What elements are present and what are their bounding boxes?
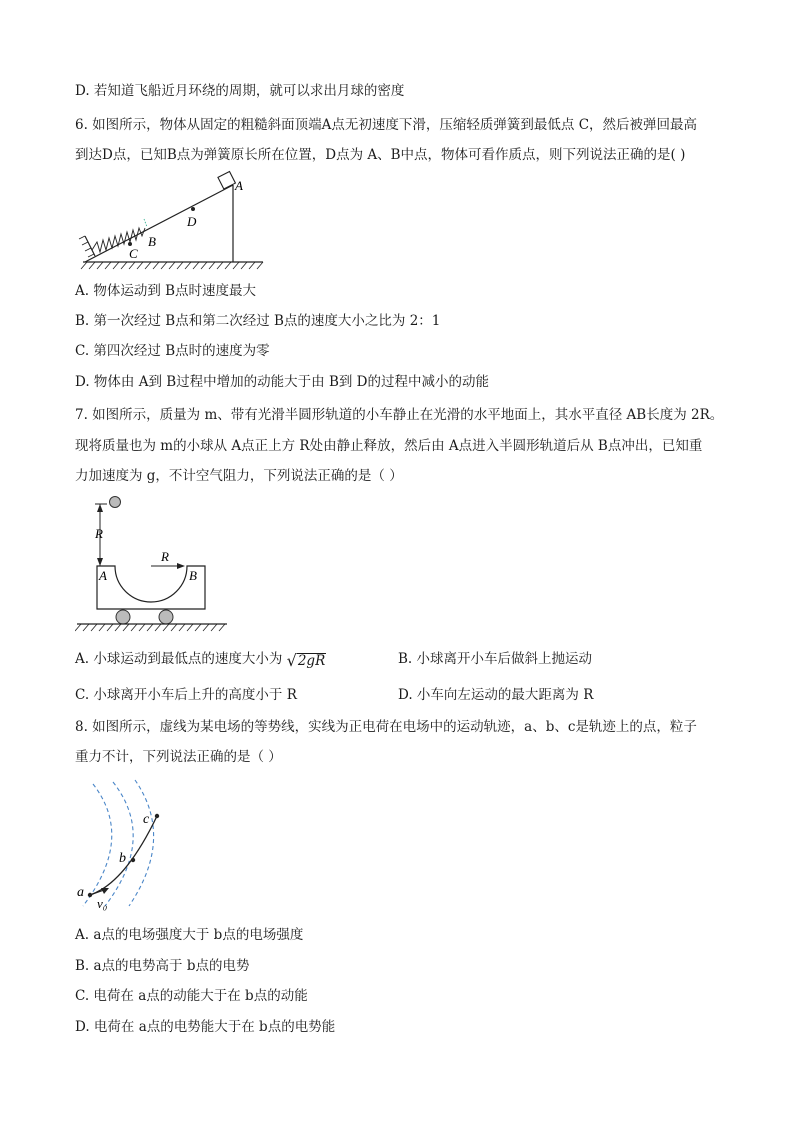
q6-label-c: C [129, 246, 138, 261]
q7-option-a [75, 650, 326, 669]
q7-label-r-arrow: R [161, 549, 169, 564]
q7-option-c: C. 小球离开小车后上升的高度小于 R [75, 687, 297, 703]
q7-stem-line2: 现将质量也为 m的小球从 A点正上方 R处由静止释放，然后由 A点进入半圆形轨道后从 B点冲出，已知重 [75, 438, 703, 454]
q8-option-b: B. a点的电势高于 b点的电势 [75, 958, 250, 974]
q6-stem-line2: 到达D点，已知B点为弹簧原长所在位置，D点为 A、B中点，物体可看作质点，则下列说法正确的是( ) [75, 147, 686, 163]
q8-label-a: a [77, 885, 84, 900]
q8-field-figure [75, 778, 175, 912]
q8-option-a: A. a点的电场强度大于 b点的电场强度 [75, 927, 304, 943]
q7-label-r-vertical: R [95, 526, 103, 541]
q7-option-b: B. 小球离开小车后做斜上抛运动 [398, 651, 593, 667]
q7-cart-figure [75, 492, 235, 634]
q7-option-a-text: A. 小球运动到最低点的速度大小为 [75, 651, 283, 667]
q8-stem-line1: 8. 如图所示，虚线为某电场的等势线，实线为正电荷在电场中的运动轨迹，a、b、c是轨迹上的点，粒子 [75, 719, 697, 735]
q8-label-c: c [143, 812, 150, 827]
q8-option-d: D. 电荷在 a点的电势能大于在 b点的电势能 [75, 1019, 336, 1035]
q8-option-c: C. 电荷在 a点的动能大于在 b点的动能 [75, 988, 308, 1004]
q7-label-a: A [99, 568, 107, 583]
q8-label-v0: v₀ [97, 896, 108, 911]
q6-label-a: A [235, 178, 243, 193]
q8-label-b: b [119, 851, 126, 866]
q6-option-b: B. 第一次经过 B点和第二次经过 B点的速度大小之比为 2：1 [75, 313, 441, 329]
q6-label-d: D [187, 214, 197, 229]
q7-option-d: D. 小车向左运动的最大距离为 R [398, 687, 594, 703]
q7-option-a-radicand: 2gR [297, 653, 326, 669]
q6-incline-figure [75, 170, 275, 272]
q6-option-a: A. 物体运动到 B点时速度最大 [75, 283, 257, 299]
q7-stem-line3: 力加速度为 g，不计空气阻力，下列说法正确的是（ ） [75, 468, 403, 484]
q6-stem-line1: 6. 如图所示，物体从固定的粗糙斜面顶端A点无初速度下滑，压缩轻质弹簧到最低点 C，然后被弹回最高 [75, 117, 698, 133]
q5-option-d: D. 若知道飞船近月环绕的周期，就可以求出月球的密度 [75, 83, 405, 99]
q6-label-b: B [148, 234, 156, 249]
sqrt-symbol: √ 2gR [286, 651, 326, 670]
q8-stem-line2: 重力不计，下列说法正确的是（ ） [75, 749, 282, 765]
q7-label-b: B [189, 568, 197, 583]
q7-stem-line1: 7. 如图所示，质量为 m、带有光滑半圆形轨道的小车静止在光滑的水平地面上，其水平直径 AB长度为 2R。 [75, 407, 724, 423]
q6-option-d: D. 物体由 A到 B过程中增加的动能大于由 B到 D的过程中减小的动能 [75, 374, 490, 390]
q6-option-c: C. 第四次经过 B点时的速度为零 [75, 343, 270, 359]
